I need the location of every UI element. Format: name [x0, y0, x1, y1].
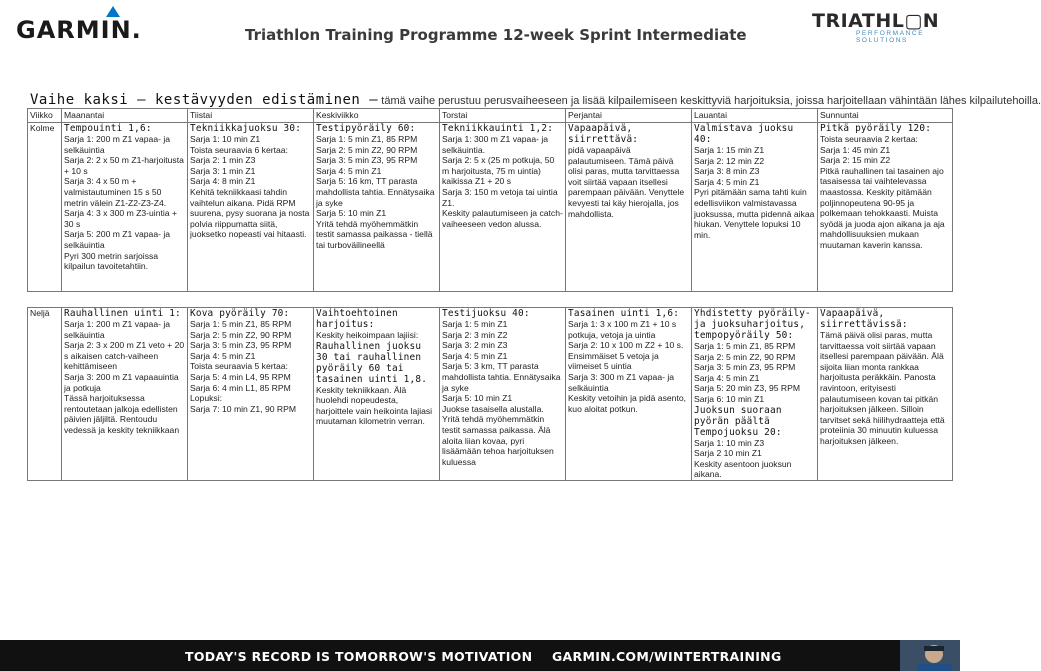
workout-text: Sarja 1: 300 m Z1 vapaa- ja selkäuintia. Sarja 2: 5 x (25 m potkuja, 50 m harjoitusta, 75 m uintia) kaikissa Z1 + 20 s Sarja 3: 150 m vetoja tai uintia Z1. Keskity palautumiseen ja catch-vaiheeseen vedon alussa. — [442, 134, 563, 229]
column-header-monday: Maanantai — [62, 109, 188, 123]
phase-description: tämä vaihe perustuu perusvaiheeseen ja lisää kilpailemiseen keskittyviä harjoituksia, joissa harjoitellaan vähintään lähes kilpailutehoilla. — [378, 95, 1041, 107]
day-cell-thursday — [440, 123, 566, 292]
day-cell-tuesday — [188, 308, 314, 481]
day-cell-monday — [62, 308, 188, 481]
day-cell-sunday — [818, 308, 953, 481]
partner-logo-word: TRIATHL▢N — [812, 10, 940, 32]
column-header-thursday: Torstai — [440, 109, 566, 123]
workout-text-continued: Keskity tekniikkaan. Älä huolehdi nopeudesta, harjoittele vain heikointa lajiasi muutaman kilometrin verran. — [316, 384, 433, 427]
workout-title: Vaihtoehtoinen harjoitus: — [316, 308, 398, 330]
page-footer — [0, 640, 960, 671]
workout-title: Tekniikkauinti 1,2: — [442, 123, 554, 134]
workout-title: Tekniikkajuoksu 30: — [190, 123, 302, 134]
workout-title: Tempouinti 1,6: — [64, 123, 152, 134]
day-cell-wednesday — [314, 308, 440, 481]
partner-logo-tagline: PERFORMANCE SOLUTIONS — [856, 30, 925, 44]
triathlon-performance-solutions-logo — [812, 10, 942, 50]
footer-slogan: TODAY'S RECORD IS TOMORROW'S MOTIVATION — [185, 649, 533, 664]
day-cell-saturday — [692, 123, 818, 292]
workout-subtitle: Rauhallinen juoksu 30 tai rauhallinen pyöräily 60 tai tasainen uinti 1,8. — [316, 340, 428, 385]
spacer-cell — [28, 292, 953, 308]
phase-heading — [30, 91, 1041, 109]
day-cell-monday — [62, 123, 188, 292]
workout-text-continued: Sarja 1: 10 min Z3 Sarja 2 10 min Z1 Keskity asentoon juoksun aikana. — [694, 437, 792, 480]
day-cell-friday — [566, 123, 692, 292]
page-title: Triathlon Training Programme 12-week Sprint Intermediate — [245, 26, 747, 44]
workout-title: Tasainen uinti 1,6: — [568, 308, 680, 319]
workout-title: Testijuoksu 40: — [442, 308, 530, 319]
workout-text: Sarja 1: 3 x 100 m Z1 + 10 s potkuja, vetoja ja uintia Sarja 2: 10 x 100 m Z2 + 10 s. Ensimmäiset 5 vetoja ja viimeiset 5 uintia Sarja 3: 300 m Z1 vapaa- ja selkäuintia Keskity vetoihin ja pidä asento, kuo aloitat potkun. — [568, 319, 686, 414]
workout-text: Sarja 1: 200 m Z1 vapaa- ja selkäuintia Sarja 2: 2 x 50 m Z1-harjoitusta + 10 s Sarja 3: 4 x 50 m + valmistautuminen 15 s 50 metrin välein Z1-Z2-Z3-Z4. Sarja 4: 3 x 300 m Z3-uintia + 30 s Sarja 5: 200 m Z1 vapaa- ja selkäuintia Pyri 300 metrin sarjoissa kilpailun tavoitetahtiin. — [64, 134, 184, 272]
table-header-row — [28, 109, 953, 123]
workout-text: pidä vapaapäivä palautumiseen. Tämä päivä olisi paras, mutta tarvittaessa voit siirtää vapaan itsellesi parempaan päivään. Venyttele kevyesti tai käy hierojalla, jos mahdollista. — [568, 145, 685, 219]
workout-title: Valmistava juoksu 40: — [694, 123, 794, 145]
table-row-week-four — [28, 308, 953, 481]
day-cell-sunday — [818, 123, 953, 292]
athlete-photo-icon — [900, 640, 960, 671]
column-header-friday: Perjantai — [566, 109, 692, 123]
workout-title: Yhdistetty pyöräily- ja juoksuharjoitus, tempopyöräily 50: — [694, 308, 811, 341]
workout-title: Vapaapäivä, siirrettävä: — [568, 123, 639, 145]
day-cell-wednesday — [314, 123, 440, 292]
workout-text: Sarja 1: 5 min Z1 Sarja 2: 3 min Z2 Sarja 3: 2 min Z3 Sarja 4: 5 min Z1 Sarja 5: 3 km, TT parasta mahdollista tahtia. Ennätysaika ja syke Sarja 5: 10 min Z1 Juokse tasaisella alustalla. Yritä tehdä myöhemmätkin testit samassa paikassa. Älä aloita liian kovaa, pyri lisäämään tehoa harjoituksen kuluessa — [442, 319, 561, 467]
workout-text: Sarja 1: 5 min Z1, 85 RPM Sarja 2: 5 min Z2, 90 RPM Sarja 3: 5 min Z3, 95 RPM Sarja 4: 5 min Z1 Sarja 5: 20 min Z3, 95 RPM Sarja 6: 10 min Z1 — [694, 341, 801, 404]
workout-text: Toista seuraavia 2 kertaa: Sarja 1: 45 min Z1 Sarja 2: 15 min Z2 Pitkä rauhallinen tai tasainen ajo tasaisessa tai vaihtelevassa maastossa. Keskity pitämään poljinnopeutena 90-95 ja polkemaan tehokkaasti. Muista syödä ja juoda ajon aikana ja aja mahdollisuuksien mukaan muutaman kaverin kanssa. — [820, 134, 945, 250]
training-schedule-table — [27, 108, 953, 481]
workout-title: Pitkä pyöräily 120: — [820, 123, 932, 134]
workout-text: Sarja 1: 5 min Z1, 85 RPM Sarja 2: 5 min Z2, 90 RPM Sarja 3: 5 min Z3, 95 RPM Sarja 4: 5 min Z1 Toista seuraavia 5 kertaa: Sarja 5: 4 min L4, 95 RPM Sarja 6: 4 min L1, 85 RPM Lopuksi: Sarja 7: 10 min Z1, 90 RPM — [190, 319, 297, 414]
workout-title: Testipyöräily 60: — [316, 123, 416, 134]
workout-title: Kova pyöräily 70: — [190, 308, 290, 319]
workout-text: Sarja 1: 5 min Z1, 85 RPM Sarja 2: 5 min Z2, 90 RPM Sarja 3: 5 min Z3, 95 RPM Sarja 4: 5 min Z1 Sarja 5: 16 km, TT parasta mahdollista tahtia. Ennätysaika ja syke Sarja 5: 10 min Z1 Yritä tehdä myöhemmätkin testit samassa paikassa - tiellä tai turboväilineellä — [316, 134, 435, 250]
workout-title: Vapaapäivä, siirrettävissä: — [820, 308, 908, 330]
footer-website-link[interactable]: GARMIN.COM/WINTERTRAINING — [552, 649, 782, 664]
column-header-tuesday: Tiistai — [188, 109, 314, 123]
workout-text: Tämä päivä olisi paras, mutta tarvittaessa voit siirtää vapaan itsellesi parempaan päivään. Älä sijoita liian monta rankkaa harjoitusta peräkkäin. Panosta ravintoon, erityisesti palautumiseen kovan tai pitkän harjoituksen jälkeen. Silloin tarvitset sekä hiilihydraatteja että proteiinia 30 minuutin kuluessa harjoituksen jälkeen. — [820, 330, 945, 446]
workout-text: Keskity heikoimpaan lajiisi: — [316, 330, 419, 340]
workout-text: Sarja 1: 200 m Z1 vapaa- ja selkäuintia Sarja 2: 3 x 200 m Z1 veto + 20 s aikaisen catch-vaiheen kehittämiseen Sarja 3: 200 m Z1 vapaauintia ja potkuja Tässä harjoituksessa rentoutetaan jalkoja edellisten päivien jäljiltä. Rentoudu vedessä ja keskity tekniikkaan — [64, 319, 185, 435]
day-cell-tuesday — [188, 123, 314, 292]
workout-subtitle: Juoksun suoraan pyörän päältä Tempojuoksu 20: — [694, 404, 782, 438]
week-label: Neljä — [28, 308, 62, 481]
day-cell-thursday — [440, 308, 566, 481]
phase-title: Vaihe kaksi – kestävyyden edistäminen – — [30, 92, 379, 108]
table-spacer-row — [28, 292, 953, 308]
page-header — [0, 0, 960, 75]
workout-text: Sarja 1: 10 min Z1 Toista seuraavia 6 kertaa: Sarja 2: 1 min Z3 Sarja 3: 1 min Z1 Sarja 4: 8 min Z1 Kehitä tekniikkaasi tahdin vaihtelun aikana. Pidä RPM suurena, pysy suorana ja nosta polvia riippumatta siitä, juoksetko nopeasti vai hitaasti. — [190, 134, 310, 240]
week-label: Kolme — [28, 123, 62, 292]
workout-title: Rauhallinen uinti 1: — [64, 308, 181, 319]
day-cell-friday — [566, 308, 692, 481]
column-header-saturday: Lauantai — [692, 109, 818, 123]
column-header-sunday: Sunnuntai — [818, 109, 953, 123]
column-header-wednesday: Keskiviikko — [314, 109, 440, 123]
day-cell-saturday — [692, 308, 818, 481]
workout-text: Sarja 1: 15 min Z1 Sarja 2: 12 min Z2 Sarja 3: 8 min Z3 Sarja 4: 5 min Z1 Pyri pitämään sama tahti kuin edellisviikon valmistavassa juoksussa, mutta pidennä aikaa hiukan. Venyttele lopuksi 10 min. — [694, 145, 815, 240]
table-row-week-three — [28, 123, 953, 292]
garmin-triangle-icon — [106, 6, 120, 17]
column-header-week: Viikko — [28, 109, 62, 123]
garmin-logo: GARMIN. — [16, 16, 142, 44]
